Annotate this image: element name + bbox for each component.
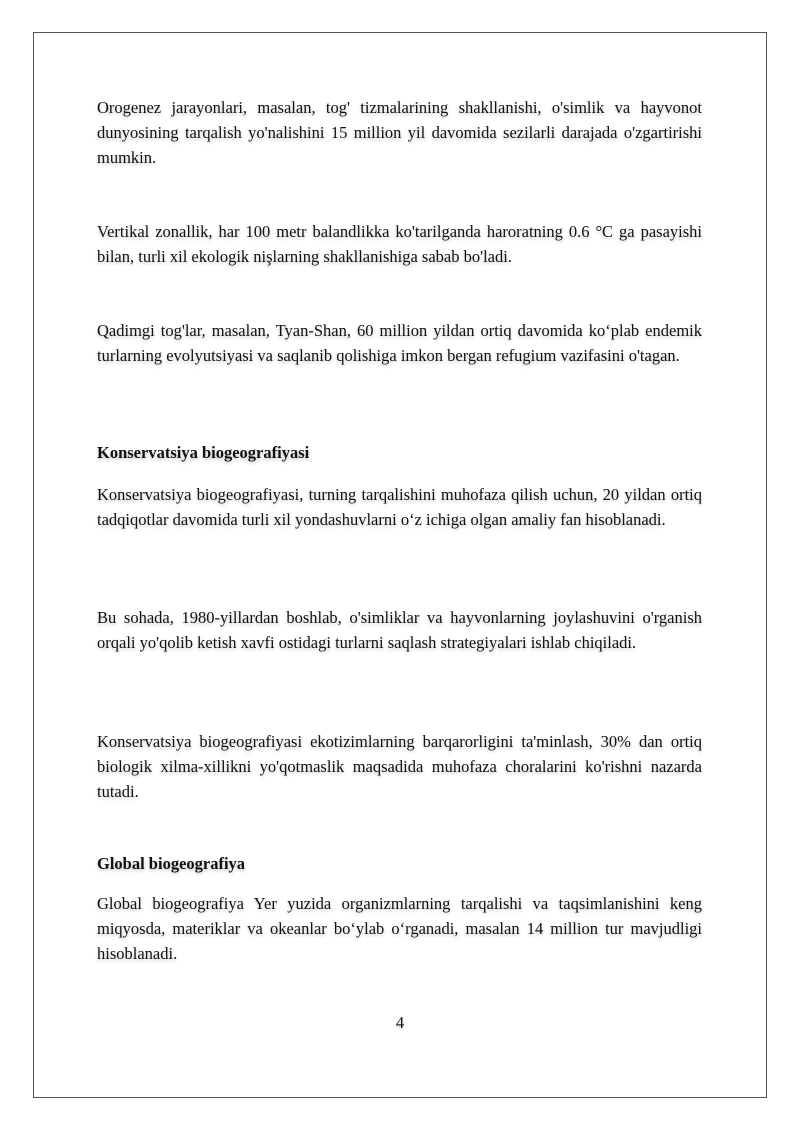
- section-heading-global: Global biogeografiya: [97, 854, 246, 873]
- paragraph-konservatsiya-intro: Konservatsiya biogeografiyasi, turning tarqalishini muhofaza qilish uchun, 20 yildan ortiq tadqiqotlar davomida turli xil yondashuvlarni oʻz ichiga olgan amaliy fan hisoblanadi.: [97, 485, 702, 529]
- page-number: 4: [395, 1013, 405, 1032]
- paragraph-qadimgi-toglar: Qadimgi tog'lar, masalan, Tyan-Shan, 60 million yildan ortiq davomida koʻplab endemik turlarning evolyutsiyasi va saqlanib qolishiga imkon bergan refugium vazifasini o'tagan.: [97, 321, 702, 365]
- paragraph-konservatsiya-ekotizim: Konservatsiya biogeografiyasi ekotizimlarning barqarorligini ta'minlash, 30% dan ortiq biologik xilma-xillikni yo'qotmaslik maqsadida muhofaza choralarini ko'rishni nazarda tutadi.: [97, 732, 702, 801]
- paragraph-vertikal-zonallik: Vertikal zonallik, har 100 metr balandlikka ko'tarilganda haroratning 0.6 °C ga pasayishi bilan, turli xil ekologik nişlarning shakllanishiga sabab bo'ladi.: [97, 222, 702, 266]
- paragraph-global-biogeografiya: Global biogeografiya Yer yuzida organizmlarning tarqalishi va taqsimlanishini keng miqyosda, materiklar va okeanlar boʻylab oʻrganadi, masalan 14 million tur mavjudligi hisoblanadi.: [97, 894, 702, 963]
- paragraph-orogenez: Orogenez jarayonlari, masalan, tog' tizmalarining shakllanishi, o'simlik va hayvonot dunyosining tarqalish yo'nalishini 15 million yil davomida sezilarli darajada o'zgartirishi mumkin.: [97, 98, 702, 167]
- paragraph-bu-sohada: Bu sohada, 1980-yillardan boshlab, o'simliklar va hayvonlarning joylashuvini o'rganish orqali yo'qolib ketish xavfi ostidagi turlarni saqlash strategiyalari ishlab chiqiladi.: [97, 608, 702, 652]
- section-heading-konservatsiya: Konservatsiya biogeografiyasi: [97, 443, 310, 462]
